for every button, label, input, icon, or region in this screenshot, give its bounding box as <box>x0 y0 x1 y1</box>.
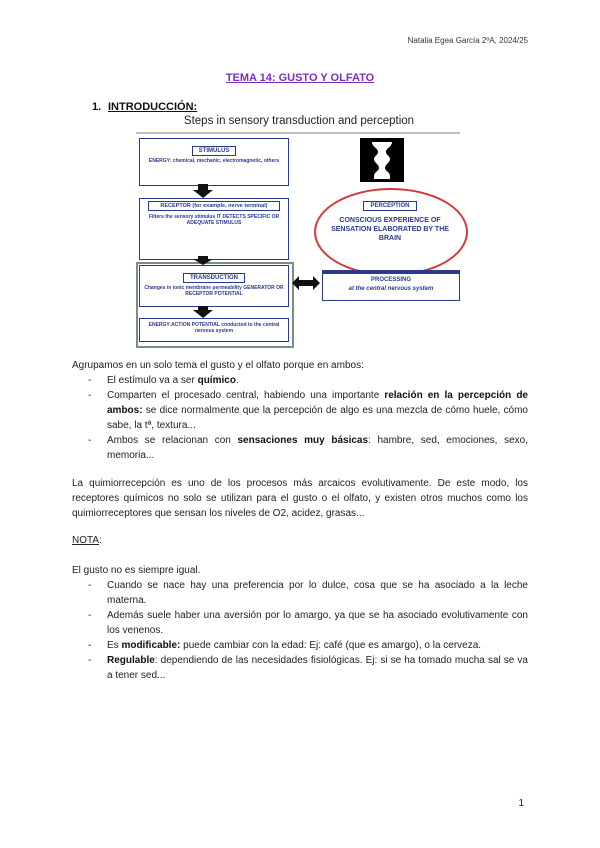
stimulus-header: STIMULUS <box>192 146 237 156</box>
double-arrow-icon <box>292 276 320 290</box>
page-number: 1 <box>518 798 524 809</box>
document-title: TEMA 14: GUSTO Y OLFATO <box>225 72 375 84</box>
list-item: - Ambos se relacionan con sensaciones muy básicas: hambre, sed, emociones, sexo, memoria... <box>88 435 528 461</box>
perception-text: CONSCIOUS EXPERIENCE OF SENSATION ELABORATED BY THE BRAIN <box>331 217 449 242</box>
quimiorrecepcion-paragraph: La quimiorrecepción es uno de los procesos más arcaicos evolutivamente. De este modo, los receptores químicos no solo se utilizan para el gusto o el olfato, y existen otros muchos como los quimiorreceptores que sensan los niveles de O2, acidez, grasas... <box>72 478 528 519</box>
list-item: - Cuando se nace hay una preferencia por lo dulce, cosa que se ha asociado a la leche materna. <box>88 580 528 606</box>
list-item: - Además suele haber una aversión por lo amargo, ya que se ha asociado evolutivamente con los venenos. <box>88 610 528 636</box>
energy-box <box>139 318 289 342</box>
list-item: - Regulable: dependiendo de las necesidades fisiológicas. Ej: si se ha tomado mucha sal se va a tener sed... <box>88 655 528 681</box>
section-heading-text: INTRODUCCIÓN: <box>108 101 198 113</box>
diagram-divider <box>136 132 460 134</box>
intro-lead: Agrupamos en un solo tema el gusto y el olfato porque en ambos: <box>72 360 364 371</box>
section-heading <box>92 101 197 113</box>
processing-box <box>322 270 460 301</box>
list-item: - Es modificable: puede cambiar con la edad: Ej: café (que es amargo), o la cerveza. <box>88 640 482 651</box>
energy-text: ENERGY:ACTION POTENTIAL conducted to the central nervous system <box>148 322 280 334</box>
stimulus-box <box>139 138 289 186</box>
header-author-meta: Natalia Egea García 2ºA, 2024/25 <box>407 36 528 45</box>
list-item: - El estímulo va a ser químico. <box>88 375 239 386</box>
perception-header: PERCEPTION <box>363 201 416 211</box>
receptor-box <box>139 198 289 260</box>
transduction-header: TRANSDUCTION <box>183 273 245 283</box>
vase-illusion-icon <box>360 138 404 182</box>
list-item: - Comparten el procesado central, habiendo una importante relación en la percepción de ambos: se dice normalmente que la percepción de algo es una mezcla de cómo huele, cómo sabe, la tª, textura... <box>88 390 528 431</box>
transduction-text: Changes in ionic membrane permeability GENERATOR OR RECEPTOR POTENTIAL <box>144 285 284 297</box>
sensory-transduction-diagram <box>136 114 462 346</box>
section-number: 1. <box>92 101 102 113</box>
intro-list <box>88 373 528 463</box>
transduction-box <box>139 265 289 307</box>
nota-label: NOTA: <box>72 535 102 546</box>
receptor-header: RECEPTOR (for example, nerve terminal) <box>148 201 280 211</box>
processing-header: PROCESSING <box>370 277 411 283</box>
nota-list <box>88 578 528 683</box>
nota-lead: El gusto no es siempre igual. <box>72 565 201 576</box>
stimulus-text: ENERGY: chemical, mechanic, electromagnetic, others <box>148 158 280 164</box>
perception-box <box>322 194 458 270</box>
receptor-text: Filters the sensory stimulus IT DETECTS SPECIFIC OR ADEQUATE STIMULUS <box>148 214 280 226</box>
diagram-title: Steps in sensory transduction and perception <box>183 115 415 127</box>
processing-text: at the central nervous system <box>348 286 434 292</box>
